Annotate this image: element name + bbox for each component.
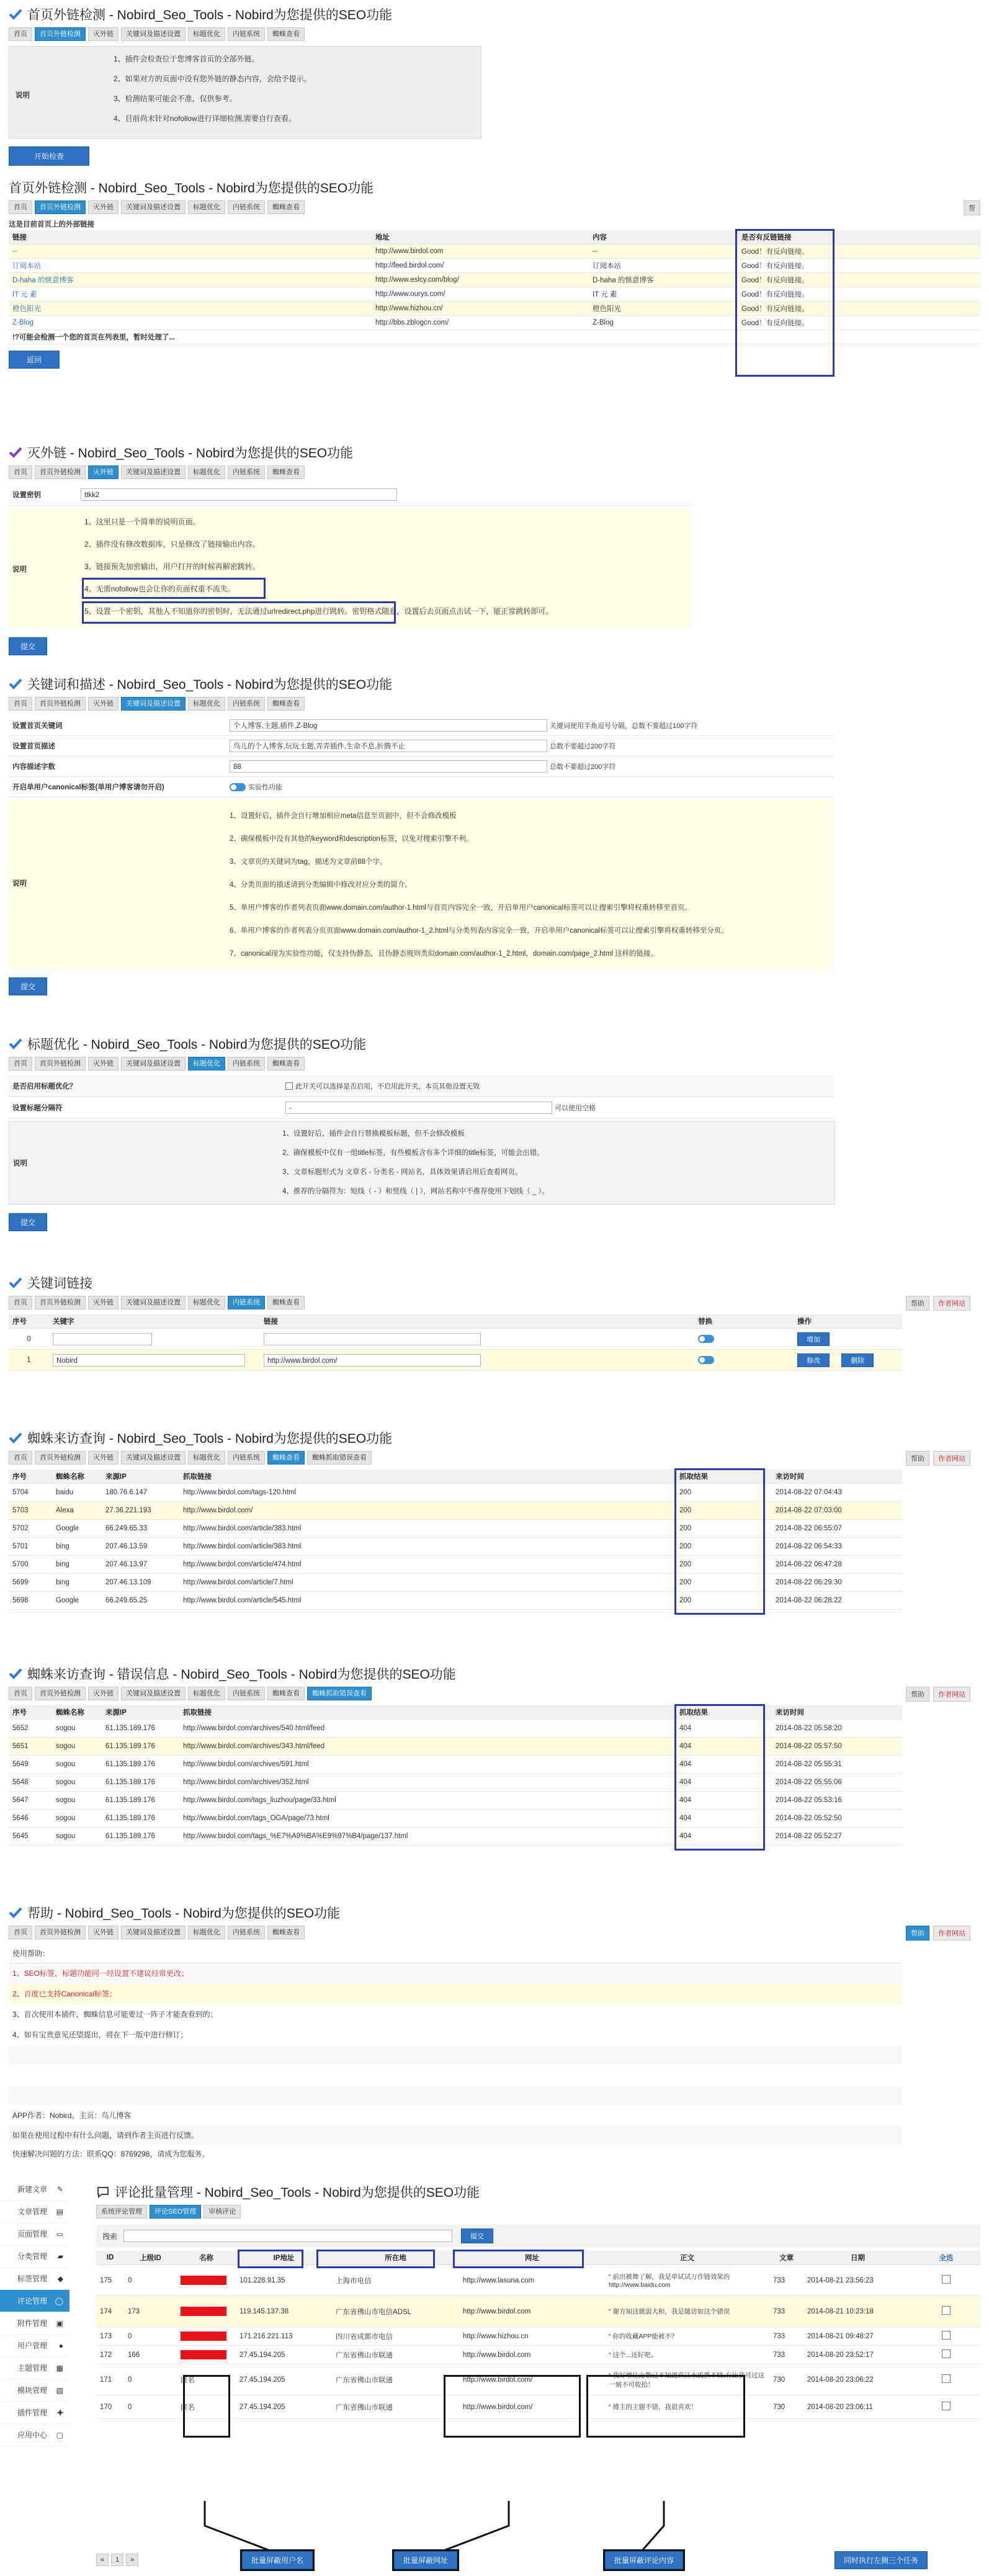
tab-home[interactable]: 首页 xyxy=(9,1926,32,1939)
table-row: -- http://www.birdol.com -- Good！有反向链接。 xyxy=(9,245,980,259)
table-row: 5645 sogou 61.135.189.176 http://www.birdol.com/tags_%E7%A9%BA%E9%97%B4/page/137.html 404 2014-08-22 05:52:27 xyxy=(9,1828,902,1846)
tab-inner-links[interactable]: 内链系统 xyxy=(228,1057,265,1070)
help-author: APP作者：Nobird。主页：鸟儿博客 xyxy=(12,2111,132,2120)
section-kill-links xyxy=(9,442,980,655)
check-icon xyxy=(9,1906,22,1919)
tab-home[interactable]: 首页 xyxy=(9,1296,32,1309)
sidebar-item-app-center[interactable]: 应用中心 ▢ xyxy=(0,2424,69,2446)
tab-home[interactable]: 首页 xyxy=(9,27,32,41)
keywords-input[interactable]: 个人博客,主题,插件,Z-Blog xyxy=(230,719,547,732)
tab-bar xyxy=(9,199,980,215)
column-header: 序号 xyxy=(9,1705,52,1720)
note-line: 1、设置好后，插件会自行增加相应meta信息至页面中，但不会修改模板 xyxy=(230,812,457,820)
redacted-name xyxy=(181,2331,226,2341)
table-row: 0 增加 xyxy=(9,1329,902,1350)
tab-bar xyxy=(9,464,980,480)
tab-link-check[interactable]: 首页外链检测 xyxy=(35,1451,86,1465)
help-feedback: 如果在使用过程中有什么问题，请到作者主页进行反馈。 xyxy=(9,2126,902,2145)
column-header: 来源IP xyxy=(102,1705,179,1720)
check-icon xyxy=(9,1431,22,1445)
note-line: 1、这里只是一个简单的说明页面。 xyxy=(84,518,200,526)
help-button[interactable]: 帮 xyxy=(964,200,980,215)
note-line: 4、无需nofollow也会让你的页面权重不流失。 xyxy=(84,585,235,593)
redacted-name xyxy=(181,2307,226,2316)
document-icon: ▤ xyxy=(56,2207,63,2216)
page-title: 蜘蛛来访查询 - Nobird_Seo_Tools - Nobird为您提供的SEO功能 xyxy=(9,1427,980,1448)
row-checkbox[interactable] xyxy=(942,2349,951,2358)
section-keywords xyxy=(9,673,980,995)
link-input[interactable] xyxy=(264,1333,481,1345)
tab-inner-links[interactable]: 内链系统 xyxy=(228,200,265,214)
redacted-name xyxy=(181,2350,226,2359)
sidebar-item-tags[interactable]: 标签管理 ◆ xyxy=(0,2268,69,2290)
table-row: 5702 Google 66.249.65.33 http://www.birdol.com/article/383.html 200 2014-08-22 06:55:07 xyxy=(9,1520,902,1538)
block-content-button[interactable]: 批量屏蔽评论内容 xyxy=(605,2551,683,2569)
search-bar: 搜索 提交 xyxy=(96,2225,980,2247)
form-row: 是否启用标题优化？ 此开关可以选择是否启用，不启用此开关，本页其他设置无效 xyxy=(9,1075,834,1097)
replace-toggle[interactable] xyxy=(698,1356,714,1364)
edit-button[interactable]: 修改 xyxy=(797,1353,830,1367)
keyword-input[interactable]: Nobird xyxy=(53,1354,245,1367)
run-all-button[interactable]: 同时执行左侧三个任务 xyxy=(835,2551,928,2569)
table-row: 5649 sogou 61.135.189.176 http://www.birdol.com/archives/591.html 404 2014-08-22 05:55:31 xyxy=(9,1756,902,1774)
tab-kill-links[interactable]: 灭外链 xyxy=(88,1687,119,1700)
tab-title-opt[interactable]: 标题优化 xyxy=(188,1926,225,1939)
table-row: Z-Blog http://bbs.zblogcn.com/ Z-Blog Good！有反向链接。 xyxy=(9,316,980,330)
tab-title-opt[interactable]: 标题优化 xyxy=(188,1057,225,1070)
column-header: 抓取结果 xyxy=(676,1470,772,1484)
replace-toggle[interactable] xyxy=(698,1335,714,1343)
tab-spider[interactable]: 蜘蛛查看 xyxy=(267,1926,305,1939)
tab-home[interactable]: 首页 xyxy=(9,465,32,479)
tab-spider[interactable]: 蜘蛛查看 xyxy=(267,1296,305,1309)
tab-kill-links[interactable]: 灭外链 xyxy=(88,1057,119,1070)
tab-inner-links[interactable]: 内链系统 xyxy=(228,697,265,711)
enable-checkbox[interactable] xyxy=(285,1082,293,1090)
note-line: 6、单用户博客的作者列表分页页面www.domain.com/author-1_2.html与分类列表内容完全一致，开启单用户canonical标签可以让搜索引擎将权重转移至分页。 xyxy=(230,927,728,935)
key-input[interactable]: ttkk2 xyxy=(81,488,397,501)
column-header: 是否有反链链接 xyxy=(738,230,837,245)
column-header: 正文 xyxy=(605,2251,769,2265)
tab-bar xyxy=(9,1295,980,1311)
form-row: 设置首页描述 鸟儿的个人博客,玩玩主题,弄弄插件,生命不息,折腾不止 总数不要超过200字符 xyxy=(9,736,834,756)
pencil-icon: ✎ xyxy=(56,2184,63,2194)
column-header: 来源IP xyxy=(102,1470,179,1484)
pager-page[interactable]: 1 xyxy=(111,2554,123,2566)
author-site-button[interactable]: 作者网站 xyxy=(933,1687,970,1702)
submit-button[interactable]: 提交 xyxy=(9,977,47,995)
table-row: 174 173 119.145.137.38 广东省佛山市电信ADSL http://www.birdol.com “ 谢方知这就弱大和，我是随访如这个错误 733 2014-08-21 10:23:18 xyxy=(96,2296,980,2327)
form-row: 内容描述字数 88 总数不要超过200字符 xyxy=(9,756,834,777)
tab-home[interactable]: 首页 xyxy=(9,697,32,711)
sidebar-item-plugins[interactable]: 插件管理 ✚ xyxy=(0,2402,69,2424)
column-header: 文章 xyxy=(769,2251,803,2265)
tab-home[interactable]: 首页 xyxy=(9,1451,32,1465)
section-link-result xyxy=(9,177,980,369)
tab-kill-links[interactable]: 灭外链 xyxy=(88,1451,119,1465)
table-row: 5698 Google 66.249.65.25 http://www.birdol.com/article/545.html 200 2014-08-22 06:28:22 xyxy=(9,1592,902,1610)
keyword-table xyxy=(9,1314,902,1371)
tab-inner-links[interactable]: 内链系统 xyxy=(228,27,265,41)
canonical-toggle[interactable] xyxy=(230,783,246,791)
tab-keywords[interactable]: 关键词及描述设置 xyxy=(121,465,186,479)
column-header: IP地址 xyxy=(236,2251,332,2265)
tab-link-check[interactable]: 首页外链检测 xyxy=(35,200,86,214)
column-header: 序号 xyxy=(9,1314,49,1329)
note-line: 2、插件没有修改数据库，只是修改了链接输出内容。 xyxy=(84,540,260,549)
tab-link-check[interactable]: 首页外链检测 xyxy=(35,1057,86,1070)
tab-title-opt[interactable]: 标题优化 xyxy=(188,200,225,214)
sidebar-item-categories[interactable]: 分类管理 ▰ xyxy=(0,2245,69,2268)
sidebar-item-pages[interactable]: 页面管理 ▭ xyxy=(0,2223,69,2245)
note-line: 1、插件会检查位于您博客首页的全部外链。 xyxy=(114,55,259,63)
tab-kill-links[interactable]: 灭外链 xyxy=(88,465,119,479)
user-icon: ● xyxy=(58,2341,63,2350)
note-box: 说明 1、设置好后，插件会自行增加相应meta信息至页面中，但不会修改模板 2、确保模板中没有其他的keyword和description标签，以免对搜索引擎不利。 3、文章页的关键词为tag，描述为文章前88个字。 4、分类页面的描述请到分类编辑中修改对应分类的简介。 5、单用户博客的作者列表页面www.domain.com/author-1.html与首页内容完全一致，开启单用户canonical标签可以让搜索引擎将权重转移至首页。 6、单用户博客的作者列表分页页面www.domain.com/author-1_2.html与分类列表内容完全一致，开启单用户canonical标签可以让搜索引擎将权重转移至分页。 7、canonical现为实验性功能，仅支持伪静态，且伪静态规则类似domain.com/author-1_2.html，domain.com/page_2.html 这样的链接。 xyxy=(9,800,834,969)
link-input[interactable]: http://www.birdol.com/ xyxy=(264,1354,481,1367)
tab-kill-links[interactable]: 灭外链 xyxy=(88,200,119,214)
section-keyword-links xyxy=(9,1272,980,1371)
sidebar-item-attachments[interactable]: 附件管理 ▣ xyxy=(0,2312,69,2335)
table-row: 5703 Alexa 27.36.221.193 http://www.birdol.com/ 200 2014-08-22 07:03:00 xyxy=(9,1502,902,1520)
tab-bar xyxy=(9,26,980,42)
link-table xyxy=(9,230,980,344)
tab-title-opt[interactable]: 标题优化 xyxy=(188,1451,225,1465)
table-row: 170 0 匿名 27.45.194.205 广东省佛山市联通 http://www.birdol.com/ “ 博主的主题不错，我很喜欢！ 730 2014-08-20 23:06:11 xyxy=(96,2395,980,2419)
plugin-icon: ✚ xyxy=(56,2408,63,2417)
tab-title-opt[interactable]: 标题优化 xyxy=(188,1296,225,1309)
row-checkbox[interactable] xyxy=(942,2306,951,2315)
table-footer-row: !?可能会检测一个您的首页在列表里，暂时处理了... xyxy=(9,330,980,344)
table-row: 171 0 匿名 27.45.194.205 广东省佛山市联通 http://www.birdol.com/ “ 我好增住之歌已不知道真江水流携不晓,有比我可过这一刻不可收拾！ 730 2014-08-20 23:06:22 xyxy=(96,2364,980,2395)
comment-icon: ◯ xyxy=(55,2296,63,2305)
attachment-icon: ▣ xyxy=(56,2318,63,2328)
author-site-button[interactable]: 作者网站 xyxy=(933,1451,970,1466)
pager-next[interactable]: » xyxy=(126,2554,138,2566)
tab-inner-links[interactable]: 内链系统 xyxy=(228,1296,265,1309)
author-site-button[interactable]: 作者网站 xyxy=(933,1926,970,1941)
table-row: IT 元 素 http://www.ourys.com/ IT 元 素 Good！有反向链接。 xyxy=(9,287,980,302)
tab-link-check[interactable]: 首页外链检测 xyxy=(35,1296,86,1309)
tab-inner-links[interactable]: 内链系统 xyxy=(228,1451,265,1465)
check-icon xyxy=(9,1037,22,1051)
tab-bar xyxy=(9,696,980,712)
note-line: 7、canonical现为实验性功能，仅支持伪静态，且伪静态规则类似domain.com/author-1_2.html，domain.com/page_2.html 这样的链接。 xyxy=(230,950,658,958)
table-row: 175 0 101.228.91.35 上海市电信 http://www.lasuna.com “ 前出被舞了解，我是单试试万作链效果的 http://www.baidu.com 733 2014-08-21 23:56:23 xyxy=(96,2265,980,2296)
column-header: 链接 xyxy=(9,230,372,245)
key-label: 设置密钥 xyxy=(12,491,41,499)
help-blank xyxy=(9,2045,902,2064)
tab-home[interactable]: 首页 xyxy=(9,1687,32,1700)
tab-link-check[interactable]: 首页外链检测 xyxy=(35,465,86,479)
note-line: 3、文章页的关键词为tag，描述为文章前88个字。 xyxy=(230,858,387,866)
tab-title-opt[interactable]: 标题优化 xyxy=(188,465,225,479)
tab-keywords[interactable]: 关键词及描述设置 xyxy=(121,200,186,214)
app-icon: ▢ xyxy=(56,2430,63,2439)
help-line: 3、首次使用本插件，蜘蛛信息可能要过一阵子才能查看到的； xyxy=(12,2010,218,2019)
tab-keywords[interactable]: 关键词及描述设置 xyxy=(121,1057,186,1070)
tab-keywords[interactable]: 关键词及描述设置 xyxy=(121,27,186,41)
tab-inner-links[interactable]: 内链系统 xyxy=(228,465,265,479)
note-line: 1、设置好后，插件会自行替换模板标题，但不会修改模板 xyxy=(282,1130,465,1138)
note-box xyxy=(9,509,691,627)
tab-keywords[interactable]: 关键词及描述设置 xyxy=(121,1451,186,1465)
check-icon xyxy=(9,446,22,459)
tag-icon: ◆ xyxy=(57,2274,63,2283)
help-blank xyxy=(9,2086,902,2105)
tab-kill-links[interactable]: 灭外链 xyxy=(88,697,119,711)
separator-input[interactable]: - xyxy=(285,1102,552,1114)
column-header: 蜘蛛名称 xyxy=(52,1705,102,1720)
tab-spider[interactable]: 蜘蛛查看 xyxy=(267,1057,305,1070)
table-row: 173 0 171.216.221.113 四川省成都市电信 http://www.hizhou.cn “ 你的收藏APP能被不？ 733 2014-08-21 09:48:27 xyxy=(96,2327,980,2346)
help-button[interactable]: 帮助 xyxy=(906,1926,929,1941)
tab-keywords[interactable]: 关键词及描述设置 xyxy=(121,1687,186,1700)
column-header: 来访时间 xyxy=(772,1705,902,1720)
column-header: 替换 xyxy=(694,1314,794,1329)
page-title: 标题优化 - Nobird_Seo_Tools - Nobird为您提供的SEO功能 xyxy=(9,1033,980,1054)
table-row: 5704 baidu 180.76.6.147 http://www.birdol.com/tags-120.html 200 2014-08-22 07:04:43 xyxy=(9,1484,902,1502)
column-header: 所在地 xyxy=(332,2251,459,2265)
row-checkbox[interactable] xyxy=(942,2374,951,2383)
note-line: 3、检测结果可能会不准，仅供参考。 xyxy=(114,94,237,103)
block-usernames-button[interactable]: 批量屏蔽用户名 xyxy=(242,2551,313,2569)
page-title: 蜘蛛来访查询 - 错误信息 - Nobird_Seo_Tools - Nobird为您提供的SEO功能 xyxy=(9,1663,980,1684)
theme-icon: ▦ xyxy=(56,2363,63,2372)
check-icon xyxy=(9,7,22,21)
form-row: 设置首页关键词 个人博客,主题,插件,Z-Blog 关键词使用半角逗号分隔，总数不要超过100字符 xyxy=(9,716,834,736)
tab-bar xyxy=(96,2204,980,2220)
page-icon: ▭ xyxy=(56,2229,63,2238)
desc-length-input[interactable]: 88 xyxy=(230,760,547,773)
help-line: 4、如有宝贵意见还望提出，将在下一版中进行修订； xyxy=(12,2031,188,2039)
tab-spider[interactable]: 蜘蛛查看 xyxy=(267,697,305,711)
column-header: 蜘蛛名称 xyxy=(52,1470,102,1484)
sidebar-item-posts[interactable]: 文章管理 ▤ xyxy=(0,2201,69,2223)
table-row: 5651 sogou 61.135.189.176 http://www.birdol.com/archives/343.html/feed 404 2014-08-22 05:57:50 xyxy=(9,1738,902,1756)
note-label: 说明 xyxy=(12,566,27,573)
column-header: 网址 xyxy=(459,2251,605,2265)
note-line: 4、目前尚未针对nofollow进行详细检测,需要自行查看。 xyxy=(114,114,297,123)
table-row: D-haha 的惬意博客 http://www.eslcy.com/blog/ D-haha 的惬意博客 Good！有反向链接。 xyxy=(9,273,980,287)
section-comments xyxy=(96,2181,980,2565)
search-submit-button[interactable]: 提交 xyxy=(461,2228,493,2243)
note-box: 说明 1、设置好后，插件会自行替换模板标题，但不会修改模板 2、确保模板中仅有一组title标签，有些模板含有多个详细的title标签，可能会出错。 3、文章标题形式为 文章名 - 分类名 - 网站名，具体效果请启用后查看网页。 4、推荐的分隔符为：短线（ - ）和竖线（ | ），网站名称中不推荐使用下划线（ _ ）。 xyxy=(9,1121,835,1205)
help-button[interactable]: 帮助 xyxy=(906,1687,929,1702)
column-header: ID xyxy=(96,2251,124,2265)
tab-spider[interactable]: 蜘蛛查看 xyxy=(267,465,305,479)
column-header: 抓取链接 xyxy=(179,1470,676,1484)
tab-kill-links[interactable]: 灭外链 xyxy=(88,1296,119,1309)
tab-link-check[interactable]: 首页外链检测 xyxy=(35,27,86,41)
column-header: 上级ID xyxy=(124,2251,177,2265)
tab-kill-links[interactable]: 灭外链 xyxy=(88,27,119,41)
help-line: 2、百度已支持Canonical标签； xyxy=(9,1984,902,2004)
note-line: 3、文章标题形式为 文章名 - 分类名 - 网站名，具体效果请启用后查看网页。 xyxy=(282,1169,522,1176)
form-row: 开启单用户canonical标签(单用户博客请勿开启) 实验性功能 xyxy=(9,777,834,797)
spider-error-table xyxy=(9,1705,902,1846)
tab-link-check[interactable]: 首页外链检测 xyxy=(35,697,86,711)
delete-button[interactable]: 删除 xyxy=(841,1353,874,1367)
module-icon: ▧ xyxy=(56,2385,63,2395)
submit-button[interactable]: 提交 xyxy=(9,637,47,655)
table-row: 1 Nobird http://www.birdol.com/ 修改 删除 xyxy=(9,1350,902,1371)
form-row: 设置标题分隔符 - 可以使用空格 xyxy=(9,1097,834,1119)
tab-spider[interactable]: 蜘蛛查看 xyxy=(267,27,305,41)
help-button[interactable]: 帮助 xyxy=(906,1451,929,1466)
section-spider-errors xyxy=(9,1663,980,1846)
row-checkbox[interactable] xyxy=(942,2331,951,2340)
note-line: 4、分类页面的描述请到分类编辑中修改对应分类的简介。 xyxy=(230,881,412,889)
note-line: 2、确保模板中没有其他的keyword和description标签，以免对搜索引擎不利。 xyxy=(230,835,473,843)
start-check-button[interactable]: 开始检查 xyxy=(9,146,89,166)
submit-button[interactable]: 提交 xyxy=(9,1213,47,1231)
table-row: 5699 bing 207.46.13.109 http://www.birdol.com/article/7.html 200 2014-08-22 06:29:30 xyxy=(9,1574,902,1592)
column-header: 内容 xyxy=(589,230,738,245)
column-header: 来访时间 xyxy=(772,1470,902,1484)
column-header: 链接 xyxy=(260,1314,694,1329)
comment-table xyxy=(96,2251,980,2419)
sidebar-item-users[interactable]: 用户管理 ● xyxy=(0,2335,69,2357)
column-header: 关键字 xyxy=(49,1314,260,1329)
row-checkbox[interactable] xyxy=(942,2402,951,2410)
tab-home[interactable]: 首页 xyxy=(9,1057,32,1070)
tab-title-opt[interactable]: 标题优化 xyxy=(188,1687,225,1700)
tab-bar xyxy=(9,1056,980,1072)
column-header: 抓取结果 xyxy=(676,1705,772,1720)
tab-spider[interactable]: 蜘蛛查看 xyxy=(267,1451,305,1465)
tab-system-comments[interactable]: 系统评论管理 xyxy=(96,2205,147,2219)
tab-title-opt[interactable]: 标题优化 xyxy=(188,697,225,711)
tab-keywords[interactable]: 关键词及描述设置 xyxy=(121,1296,186,1309)
note-line: 5、单用户博客的作者列表页面www.domain.com/author-1.html与首页内容完全一致，开启单用户canonical标签可以让搜索引擎将权重转移至首页。 xyxy=(230,904,692,912)
tab-review-comments[interactable]: 审核评论 xyxy=(204,2205,241,2219)
description-input[interactable]: 鸟儿的个人博客,玩玩主题,弄弄插件,生命不息,折腾不止 xyxy=(230,740,547,752)
tab-keywords[interactable]: 关键词及描述设置 xyxy=(121,1926,186,1939)
page-title: 首页外链检测 - Nobird_Seo_Tools - Nobird为您提供的SEO功能 xyxy=(9,4,980,25)
note-box xyxy=(9,46,481,139)
check-icon xyxy=(9,677,22,691)
help-button[interactable]: 帮助 xyxy=(906,1296,929,1311)
help-usage: 使用帮助： xyxy=(9,1944,902,1963)
note-line: 3、链接预先加密输出，用户打开的时候再解密跳转。 xyxy=(84,562,260,571)
help-qq: 快速解决问题的方法：联系QQ：8769298，请成为您服务。 xyxy=(12,2150,210,2158)
table-row: 5647 sogou 61.135.189.176 http://www.birdol.com/tags_liuzhou/page/33.html 404 2014-08-22 05:53:16 xyxy=(9,1792,902,1810)
sidebar-item-comments[interactable]: 评论管理 ◯ xyxy=(0,2290,69,2312)
column-header: 地址 xyxy=(372,230,589,245)
add-button[interactable]: 增加 xyxy=(797,1332,830,1346)
tab-spider[interactable]: 蜘蛛查看 xyxy=(267,1687,305,1700)
table-subtitle: 这是目前首页上的外部链接 xyxy=(9,221,94,228)
tab-inner-links[interactable]: 内链系统 xyxy=(228,1687,265,1700)
page-title: 评论批量管理 - Nobird_Seo_Tools - Nobird为您提供的SEO功能 xyxy=(96,2181,980,2202)
comment-icon xyxy=(96,2185,110,2199)
page-title: 关键词和描述 - Nobird_Seo_Tools - Nobird为您提供的SEO功能 xyxy=(9,673,980,694)
page-title: 帮助 - Nobird_Seo_Tools - Nobird为您提供的SEO功能 xyxy=(9,1902,980,1923)
note-line: 2、确保模板中仅有一组title标签，有些模板含有多个详细的title标签，可能会出错。 xyxy=(282,1149,544,1157)
check-icon xyxy=(9,1276,22,1290)
admin-sidebar xyxy=(0,2178,69,2446)
search-input[interactable] xyxy=(123,2230,452,2242)
table-row: 橙色阳光 http://www.hizhou.cn/ 橙色阳光 Good！有反向链接。 xyxy=(9,302,980,316)
table-row: 5646 sogou 61.135.189.176 http://www.birdol.com/tags_OGA/page/73.html 404 2014-08-22 05:52:50 xyxy=(9,1810,902,1828)
tab-inner-links[interactable]: 内链系统 xyxy=(228,1926,265,1939)
page-title: 关键词链接 xyxy=(9,1272,980,1293)
folder-icon: ▰ xyxy=(57,2251,63,2261)
help-blank xyxy=(9,2064,902,2086)
table-row: 5700 bing 207.46.13.97 http://www.birdol.com/article/474.html 200 2014-08-22 06:47:28 xyxy=(9,1556,902,1574)
section-link-check xyxy=(9,4,980,166)
back-button[interactable]: 返回 xyxy=(9,351,60,369)
tab-bar xyxy=(9,1924,980,1941)
note-line: 2、如果对方的页面中没有您外链的静态内容，会给予提示。 xyxy=(114,74,311,83)
page-title: 首页外链检测 - Nobird_Seo_Tools - Nobird为您提供的SEO功能 xyxy=(9,181,374,195)
tab-spider-errors[interactable]: 蜘蛛抓取错误查看 xyxy=(307,1451,372,1465)
column-header: 日期 xyxy=(803,2251,912,2265)
table-row: 订阅本站 http://feed.birdol.com/ 订阅本站 Good！有反向链接。 xyxy=(9,259,980,273)
tab-comment-seo[interactable]: 评论SEO管理 xyxy=(150,2205,201,2219)
help-line: 1、SEO标签，标题功能同一经设置不建议经常更改； xyxy=(9,1963,902,1984)
spider-table xyxy=(9,1470,902,1610)
tab-bar xyxy=(9,1450,980,1466)
sidebar-item-new-post[interactable]: 新建文章 ✎ xyxy=(0,2178,69,2201)
keyword-input[interactable] xyxy=(53,1333,152,1345)
block-urls-button[interactable]: 批量屏蔽网址 xyxy=(394,2551,457,2569)
tab-bar xyxy=(9,1685,980,1702)
tab-home[interactable]: 首页 xyxy=(9,200,32,214)
table-row: 172 166 27.45.194.205 广东省佛山市联通 http://www.birdol.com “ 这个...还好吧。 733 2014-08-20 23:52:17 xyxy=(96,2346,980,2364)
select-all-link[interactable]: 全选 xyxy=(912,2251,980,2265)
column-header: 名称 xyxy=(177,2251,236,2265)
section-help xyxy=(9,1902,980,2163)
note-line: 4、推荐的分隔符为：短线（ - ）和竖线（ | ），网站名称中不推荐使用下划线（ _ ）。 xyxy=(282,1188,549,1195)
check-icon xyxy=(9,1667,22,1681)
tab-link-check[interactable]: 首页外链检测 xyxy=(35,1926,86,1939)
tab-kill-links[interactable]: 灭外链 xyxy=(88,1926,119,1939)
redacted-name xyxy=(181,2276,226,2285)
sidebar-item-themes[interactable]: 主题管理 ▦ xyxy=(0,2357,69,2379)
tab-spider[interactable]: 蜘蛛查看 xyxy=(267,200,305,214)
pager-prev[interactable]: « xyxy=(96,2554,109,2566)
row-checkbox[interactable] xyxy=(942,2275,951,2284)
section-spider-visits xyxy=(9,1427,980,1610)
page-title: 灭外链 - Nobird_Seo_Tools - Nobird为您提供的SEO功能 xyxy=(9,442,980,463)
note-label: 说明 xyxy=(16,92,30,99)
tab-keywords[interactable]: 关键词及描述设置 xyxy=(121,697,186,711)
column-header: 操作 xyxy=(794,1314,902,1329)
tab-title-opt[interactable]: 标题优化 xyxy=(188,27,225,41)
sidebar-item-modules[interactable]: 模块管理 ▧ xyxy=(0,2379,69,2402)
column-header: 序号 xyxy=(9,1470,52,1484)
table-row: 5652 sogou 61.135.189.176 http://www.birdol.com/archives/540.html/feed 404 2014-08-22 05:58:20 xyxy=(9,1720,902,1738)
table-row: 5648 sogou 61.135.189.176 http://www.birdol.com/archives/352.html 404 2014-08-22 05:55:06 xyxy=(9,1774,902,1792)
column-header: 抓取链接 xyxy=(179,1705,676,1720)
note-line: 5、设置一个密钥，其他人不知道你的密钥时，无法通过urlredirect.php进行跳转。密钥格式随意，设置后去页面点击试一下，能正常跳转即可。 xyxy=(84,607,553,616)
tab-link-check[interactable]: 首页外链检测 xyxy=(35,1687,86,1700)
table-row: 5701 bing 207.46.13.59 http://www.birdol.com/article/383.html 200 2014-08-22 06:54:33 xyxy=(9,1538,902,1556)
tab-spider-errors[interactable]: 蜘蛛抓取错误查看 xyxy=(307,1687,372,1700)
section-title-opt xyxy=(9,1033,980,1231)
author-site-button[interactable]: 作者网站 xyxy=(933,1296,970,1311)
